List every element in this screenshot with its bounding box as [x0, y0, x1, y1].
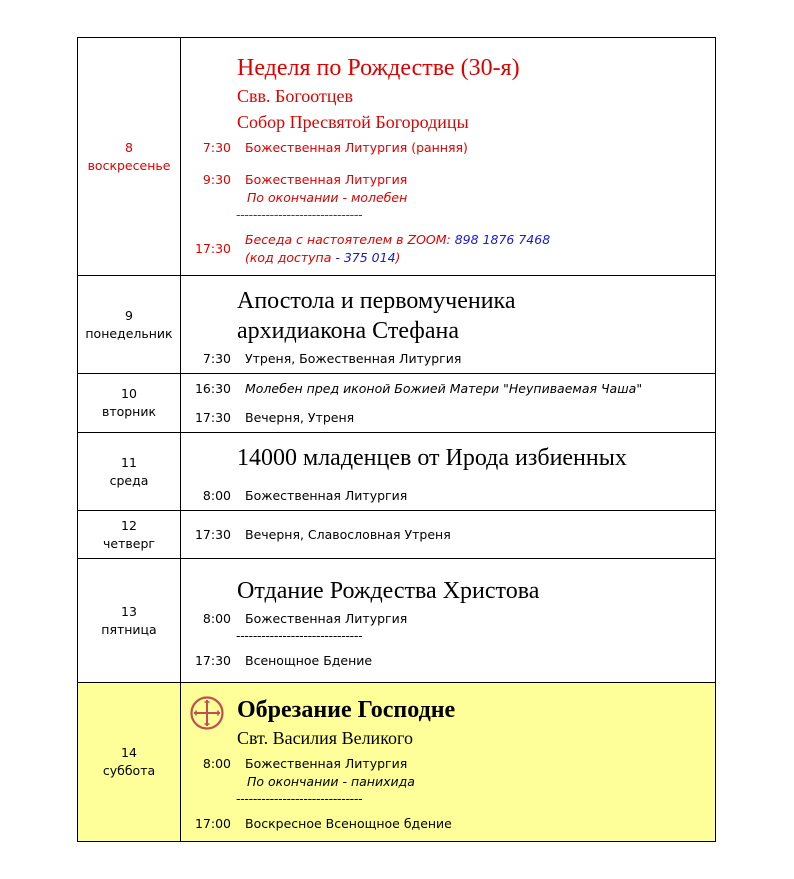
service-item: [181, 231, 715, 267]
service-note: По окончании - молебен: [247, 189, 408, 205]
feast-subtitle: Свв. Богоотцев: [237, 85, 354, 106]
day-number: 13: [121, 603, 137, 619]
feast-title: 14000 младенцев от Ирода избиенных: [237, 444, 627, 471]
content-cell: [181, 683, 716, 842]
feast-subtitle: Свт. Василия Великого: [237, 728, 413, 748]
service-time: 7:30: [202, 139, 231, 155]
service-time: 8:00: [202, 487, 231, 503]
schedule-row-9: [78, 276, 716, 374]
content-cell: [181, 511, 716, 559]
service-item: [181, 139, 715, 157]
cross-in-circle-icon: [189, 695, 225, 731]
feast-title: Апостола и первомученика: [237, 287, 516, 314]
schedule-row-10: [78, 374, 716, 433]
weekday: воскресенье: [87, 157, 171, 173]
service-time: 8:00: [202, 756, 231, 771]
service-item: [181, 171, 715, 189]
feast-title: Отдание Рождества Христова: [237, 577, 540, 604]
service-time: 17:30: [194, 526, 231, 542]
access-code-suffix: ): [395, 249, 401, 265]
zoom-talk-label: Беседа с настоятелем в ZOOM:: [245, 231, 451, 247]
day-number: 12: [121, 517, 137, 533]
schedule-row-13: [78, 559, 716, 683]
separator: ------------------------------: [236, 627, 363, 643]
schedule-row-11: [78, 433, 716, 511]
service-desc: Божественная Литургия: [245, 487, 408, 503]
service-note: По окончании - панихида: [247, 774, 415, 789]
schedule-table: [77, 37, 716, 842]
service-item: [181, 380, 715, 398]
weekday: вторник: [101, 404, 157, 419]
service-item: [181, 815, 715, 833]
service-desc: Молебен пред иконой Божией Матери "Неупиваемая Чаша": [245, 380, 643, 396]
day-cell: [78, 374, 181, 433]
day-cell: [78, 559, 181, 683]
feast-title: Обрезание Господне: [237, 697, 456, 723]
content-cell: [181, 374, 716, 433]
schedule-row-12: [78, 511, 716, 559]
separator: ------------------------------: [236, 206, 363, 222]
service-item: [181, 409, 715, 427]
content-cell: [181, 559, 716, 683]
zoom-meeting-id[interactable]: 898 1876 7468: [454, 231, 551, 247]
service-time: 17:30: [194, 240, 231, 256]
day-number: 9: [125, 307, 133, 323]
access-code-label: (код доступа: [245, 249, 332, 265]
content-cell: [181, 433, 716, 511]
service-item: [181, 350, 715, 368]
content-cell: [181, 276, 716, 374]
service-item: [181, 487, 715, 505]
service-time: 17:30: [194, 409, 231, 425]
separator: ------------------------------: [236, 791, 363, 806]
service-item: [181, 526, 715, 544]
service-desc: Божественная Литургия: [245, 756, 408, 771]
weekday: суббота: [102, 763, 156, 778]
schedule-row-8: [78, 38, 716, 276]
service-desc: Вечерня, Славословная Утреня: [245, 526, 451, 542]
day-cell: [78, 433, 181, 511]
service-desc: Утреня, Божественная Литургия: [245, 350, 462, 366]
service-time: 7:30: [202, 350, 231, 366]
day-number: 8: [125, 139, 133, 155]
feast-title: Неделя по Рождестве (30-я): [237, 54, 520, 81]
service-time: 9:30: [202, 171, 231, 187]
service-item: [181, 610, 715, 628]
service-desc: Божественная Литургия (ранняя): [245, 139, 468, 155]
service-desc: Всенощное Бдение: [245, 652, 373, 668]
day-cell: [78, 511, 181, 559]
service-time: 17:00: [194, 816, 231, 831]
day-number: 14: [121, 745, 137, 760]
service-time: 17:30: [194, 652, 231, 668]
service-desc: Божественная Литургия: [245, 171, 408, 187]
service-time: 16:30: [194, 380, 231, 396]
day-number: 11: [121, 454, 137, 470]
service-desc: Воскресное Всенощное бдение: [245, 816, 452, 831]
service-desc: Божественная Литургия: [245, 610, 408, 626]
day-cell: [78, 683, 181, 842]
weekday: среда: [109, 472, 149, 488]
day-cell: [78, 38, 181, 276]
feast-title: архидиакона Стефана: [237, 317, 459, 344]
service-item: [181, 755, 715, 773]
day-number: 10: [121, 386, 137, 401]
access-code[interactable]: - 375 014: [335, 249, 396, 265]
service-item: [181, 652, 715, 670]
weekday: четверг: [103, 535, 155, 551]
schedule-row-14: [78, 683, 716, 842]
service-desc: Вечерня, Утреня: [245, 409, 355, 425]
feast-subtitle: Собор Пресвятой Богородицы: [237, 111, 469, 132]
content-cell: [181, 38, 716, 276]
weekday: понедельник: [85, 325, 173, 341]
weekday: пятница: [101, 621, 157, 637]
service-time: 8:00: [202, 610, 231, 626]
day-cell: [78, 276, 181, 374]
